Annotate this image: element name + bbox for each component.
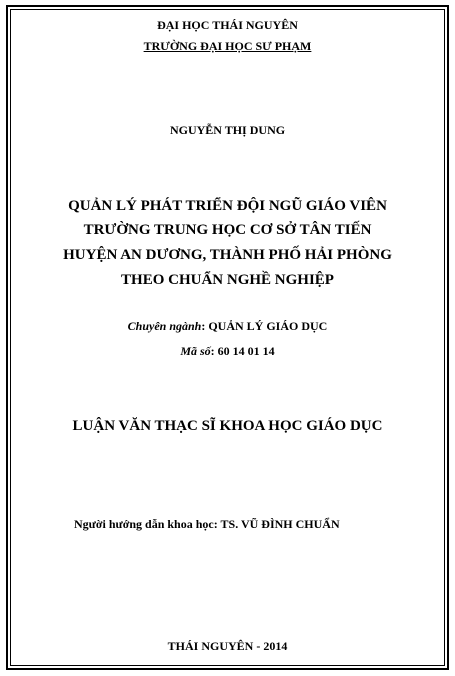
major-line [0, 320, 455, 332]
university-name: ĐẠI HỌC THÁI NGUYÊN [157, 18, 298, 32]
place-year: THÁI NGUYÊN - 2014 [167, 639, 288, 653]
major-value: QUẢN LÝ GIÁO DỤC [208, 319, 328, 333]
code-value: 60 14 01 14 [217, 344, 275, 358]
major-separator: : [201, 319, 209, 333]
thesis-title-line-2: TRƯỜNG TRUNG HỌC CƠ SỞ TÂN TIẾN [83, 222, 372, 238]
thesis-title-line-1: QUẢN LÝ PHÁT TRIỂN ĐỘI NGŨ GIÁO VIÊN [68, 198, 387, 214]
advisor-name: TS. VŨ ĐÌNH CHUẨN [220, 517, 340, 531]
thesis-title-line-3: HUYỆN AN DƯƠNG, THÀNH PHỐ HẢI PHÒNG [63, 247, 392, 263]
code-line [0, 345, 455, 357]
advisor-label: Người hướng dẫn khoa học [74, 517, 214, 531]
advisor-separator: : [213, 517, 221, 531]
author-name: NGUYỄN THỊ DUNG [169, 123, 286, 137]
school-name: TRƯỜNG ĐẠI HỌC SƯ PHẠM [143, 39, 312, 53]
thesis-type: LUẬN VĂN THẠC SĨ KHOA HỌC GIÁO DỤC [72, 418, 383, 434]
major-label: Chuyên ngành [127, 319, 202, 333]
inner-frame-border [10, 9, 445, 666]
advisor-line [74, 518, 340, 530]
code-label: Mã số [180, 344, 211, 358]
thesis-title-line-4: THEO CHUẨN NGHỀ NGHIỆP [121, 272, 334, 288]
code-separator: : [210, 344, 218, 358]
